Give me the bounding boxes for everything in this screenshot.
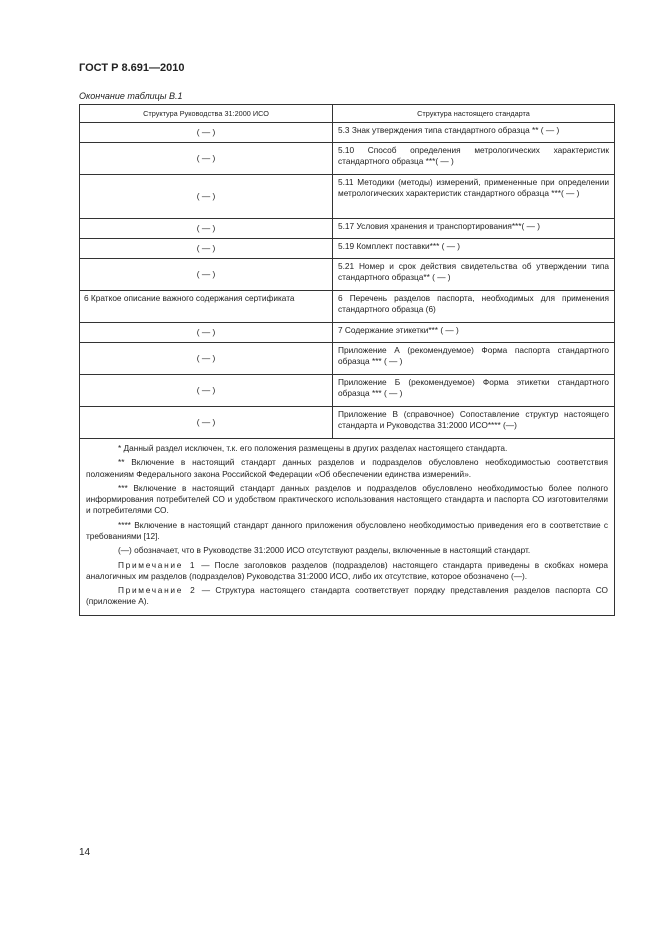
table-cell-right: 5.10 Способ определения метрологических характеристик стандартного образца ***( — ) xyxy=(333,143,615,175)
table-cell-left: ( — ) xyxy=(80,239,333,259)
table-caption: Окончание таблицы В.1 xyxy=(79,91,183,101)
footnote: * Данный раздел исключен, т.к. его положения размещены в других разделах настоящего стандарта. xyxy=(118,443,508,453)
table-cell-left: ( — ) xyxy=(80,219,333,239)
footnote: ** Включение в настоящий стандарт данных разделов и подразделов обусловлено необходимостью соответствия положениям Федерального закона Российской Федерации «Об обеспечении единства измерений». xyxy=(86,457,608,479)
comparison-table xyxy=(79,104,615,616)
document-title: ГОСТ Р 8.691—2010 xyxy=(79,62,185,74)
table-cell-right: 6 Перечень разделов паспорта, необходимых для применения стандартного образца (6) xyxy=(333,291,615,323)
table-cell-right: Приложение А (рекомендуемое) Форма паспорта стандартного образца *** ( — ) xyxy=(333,343,615,375)
remark xyxy=(86,585,608,608)
table-cell-left: ( — ) xyxy=(80,407,333,439)
remark-text: — Структура настоящего стандарта соответствует порядку представления разделов паспорта СО (приложение А). xyxy=(86,585,609,607)
table-row xyxy=(80,123,615,143)
table-row xyxy=(80,175,615,219)
table-cell-right: 5.11 Методики (методы) измерений, примененные при определении метрологических характеристик стандартного образца ***( — ) xyxy=(333,175,615,219)
table-cell-right: 7 Содержание этикетки*** ( — ) xyxy=(333,323,615,343)
table-row xyxy=(80,343,615,375)
column-header-left: Структура Руководства 31:2000 ИСО xyxy=(80,105,333,123)
table-row xyxy=(80,323,615,343)
table-row xyxy=(80,259,615,291)
table-row xyxy=(80,375,615,407)
table-cell-left: ( — ) xyxy=(80,323,333,343)
footnote: **** Включение в настоящий стандарт данного приложения обусловлено необходимостью приведения его в соответствие с требованиями [12]. xyxy=(86,519,608,541)
page-number: 14 xyxy=(79,847,91,858)
table-cell-left: 6 Краткое описание важного содержания сертификата xyxy=(80,291,333,323)
column-header-right: Структура настоящего стандарта xyxy=(333,105,615,123)
table-cell-right: 5.21 Номер и срок действия свидетельства об утверждении типа стандартного образца** ( — ) xyxy=(333,259,615,291)
table-row xyxy=(80,143,615,175)
remark-label: Примечание 1 xyxy=(118,559,197,570)
table-header-row xyxy=(80,105,615,123)
table-cell-right: 5.17 Условия хранения и транспортирования***( — ) xyxy=(333,219,615,239)
table-cell-right: Приложение В (справочное) Сопоставление структур настоящего стандарта и Руководства 31:2000 ИСО**** (—) xyxy=(333,407,615,439)
table-row xyxy=(80,291,615,323)
footnote: (—) обозначает, что в Руководстве 31:2000 ИСО отсутствуют разделы, включенные в настоящий стандарт. xyxy=(118,545,531,556)
footnote: *** Включение в настоящий стандарт данных разделов и подразделов обусловлено необходимостью более полного информирования потребителей СО и удобством практического использования настоящего стандарта и паспорта СО изготовителями и потребителями СО. xyxy=(86,482,608,516)
table-row xyxy=(80,239,615,259)
table-cell-left: ( — ) xyxy=(80,123,333,143)
table-cell-left: ( — ) xyxy=(80,143,333,175)
remark xyxy=(86,560,608,583)
table-cell-left: ( — ) xyxy=(80,259,333,291)
table-cell-left: ( — ) xyxy=(80,343,333,375)
table-notes xyxy=(80,439,615,616)
table-cell-right: 5.19 Комплект поставки*** ( — ) xyxy=(333,239,615,259)
remark-text: — После заголовков разделов (подразделов) настоящего стандарта приведены в скобках номера аналогичных им разделов (подразделов) Руководства 31:2000 ИСО, либо их отсутствие, которое обозначено (—). xyxy=(86,559,608,581)
table-row xyxy=(80,407,615,439)
table-cell-right: Приложение Б (рекомендуемое) Форма этикетки стандартного образца *** ( — ) xyxy=(333,375,615,407)
table-cell-left: ( — ) xyxy=(80,375,333,407)
table-notes-row xyxy=(80,439,615,616)
table-row xyxy=(80,219,615,239)
table-cell-right: 5.3 Знак утверждения типа стандартного образца ** ( — ) xyxy=(333,123,615,143)
remark-label: Примечание 2 xyxy=(118,585,197,596)
table-cell-left: ( — ) xyxy=(80,175,333,219)
